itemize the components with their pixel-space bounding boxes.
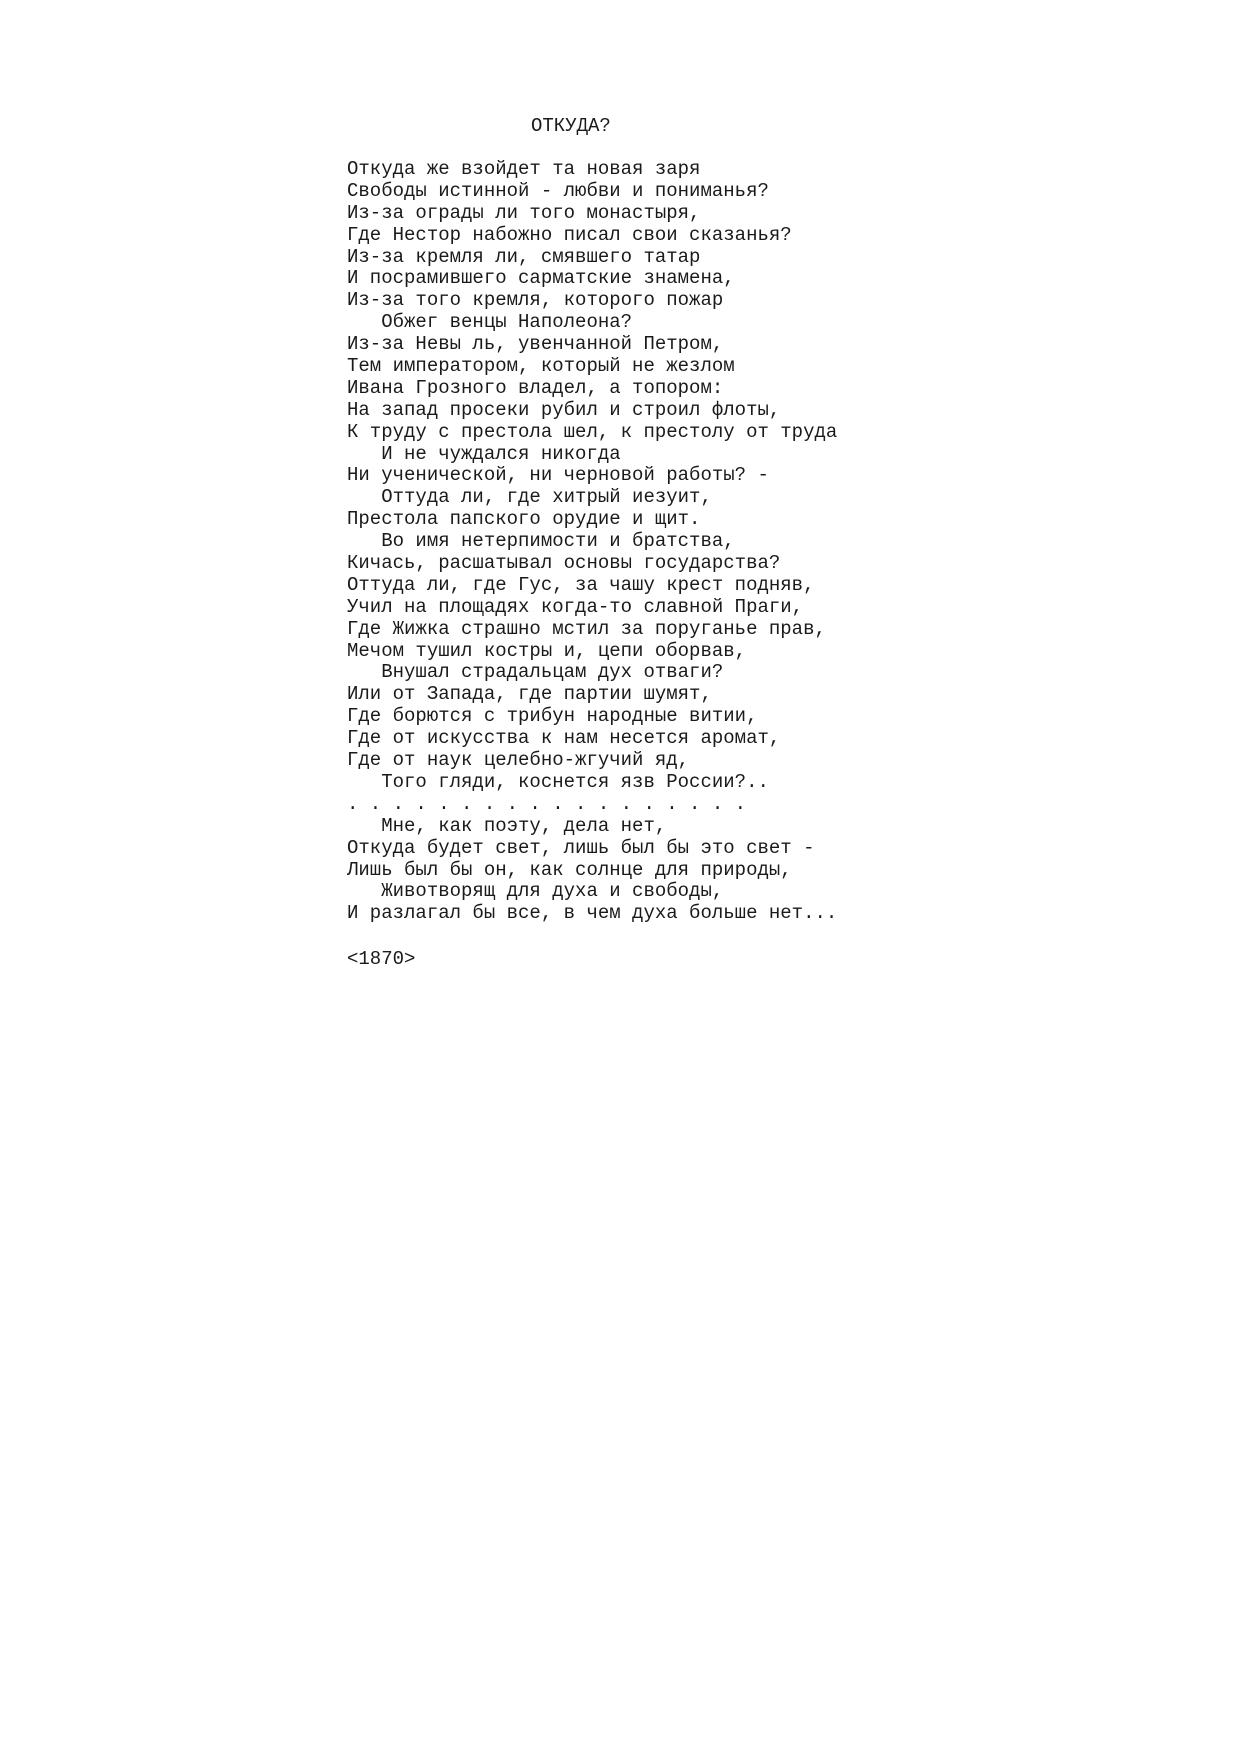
poem-line: Свободы истинной - любви и пониманья? bbox=[347, 179, 769, 202]
poem-line: Во имя нетерпимости и братства, bbox=[347, 530, 735, 553]
poem-line: Из-за кремля ли, смявшего татар bbox=[347, 245, 701, 268]
poem-body bbox=[347, 159, 837, 925]
poem-line: Престола папского орудие и щит. bbox=[347, 508, 701, 531]
poem-line: Учил на площадях когда-то славной Праги, bbox=[347, 595, 804, 618]
poem-line: Где борются с трибун народные витии, bbox=[347, 705, 758, 728]
poem-line: Где Жижка страшно мстил за поруганье прав, bbox=[347, 617, 826, 640]
poem-line: Из-за Невы ль, увенчанной Петром, bbox=[347, 333, 724, 356]
poem-line: Где от наук целебно-жгучий яд, bbox=[347, 749, 690, 772]
poem-line: Внушал страдальцам дух отваги? bbox=[347, 661, 724, 684]
poem-line: Откуда же взойдет та новая заря bbox=[347, 158, 701, 180]
poem-line: Животворящ для духа и свободы, bbox=[347, 880, 724, 903]
poem-line: Оттуда ли, где Гус, за чашу крест подняв, bbox=[347, 573, 815, 596]
poem-date: <1870> bbox=[347, 948, 416, 970]
poem-line: Того гляди, коснется язв России?.. bbox=[347, 770, 769, 793]
poem-title: ОТКУДА? bbox=[531, 115, 611, 137]
poem-line: И разлагал бы все, в чем духа больше нет... bbox=[347, 902, 838, 925]
poem-line: Мне, как поэту, дела нет, bbox=[347, 814, 667, 837]
poem-line: Ни ученической, ни черновой работы? - bbox=[347, 464, 769, 487]
poem-line: И не чуждался никогда bbox=[347, 442, 621, 465]
poem-line: Из-за того кремля, которого пожар bbox=[347, 289, 724, 312]
poem-line: И посрамившего сарматские знамена, bbox=[347, 267, 735, 290]
poem-line: Кичась, расшатывал основы государства? bbox=[347, 552, 781, 575]
poem-line: Где Нестор набожно писал свои сказанья? bbox=[347, 223, 792, 246]
poem-line: Ивана Грозного владел, а топором: bbox=[347, 376, 724, 399]
poem-line: Откуда будет свет, лишь был бы это свет - bbox=[347, 836, 815, 859]
poem-line: . . . . . . . . . . . . . . . . . . bbox=[347, 792, 747, 815]
poem-line: Или от Запада, где партии шумят, bbox=[347, 683, 712, 706]
poem-line: Мечом тушил костры и, цепи оборвав, bbox=[347, 639, 747, 662]
poem-line: Оттуда ли, где хитрый иезуит, bbox=[347, 486, 712, 509]
poem-line: Из-за ограды ли того монастыря, bbox=[347, 201, 701, 224]
poem-line: К труду с престола шел, к престолу от труда bbox=[347, 420, 838, 443]
poem-line: Тем императором, который не жезлом bbox=[347, 355, 735, 378]
poem-line: Где от искусства к нам несется аромат, bbox=[347, 727, 781, 750]
poem-line: Обжег венцы Наполеона? bbox=[347, 311, 633, 334]
poem-line: На запад просеки рубил и строил флоты, bbox=[347, 398, 781, 421]
poem-line: Лишь был бы он, как солнце для природы, bbox=[347, 858, 792, 881]
